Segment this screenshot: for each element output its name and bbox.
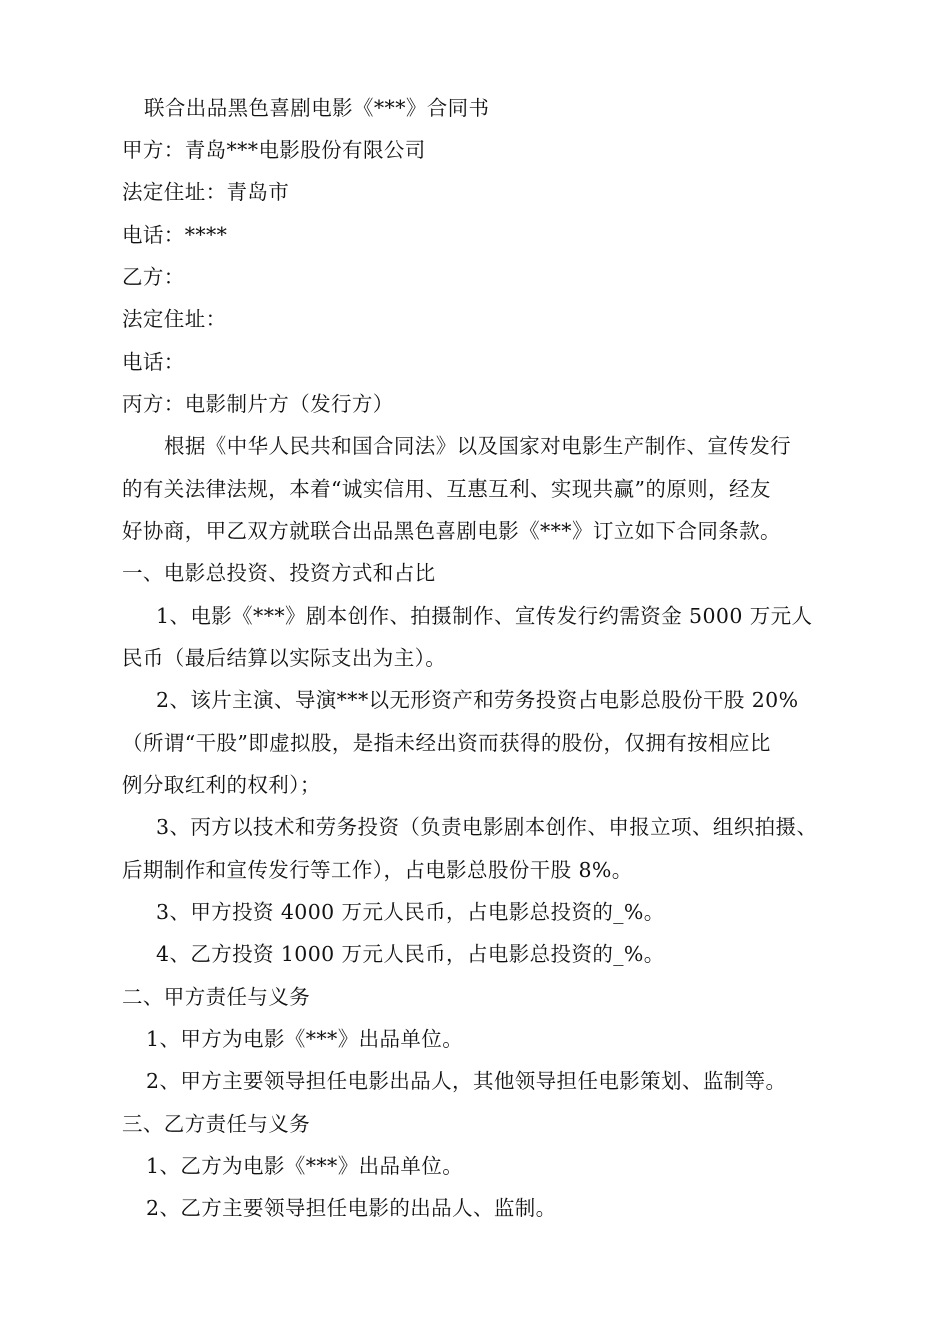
section1-item1-line: 1、电影《***》剧本创作、拍摄制作、宣传发行约需资金 5000 万元人 [156, 604, 813, 628]
party-a: 甲方：青岛***电影股份有限公司 [122, 138, 426, 162]
party-a-address: 法定住址：青岛市 [122, 180, 290, 204]
section1-item5: 4、乙方投资 1000 万元人民币，占电影总投资的_%。 [156, 942, 665, 966]
section1-item4: 3、甲方投资 4000 万元人民币，占电影总投资的_%。 [156, 900, 665, 924]
section2-item2: 2、甲方主要领导担任电影出品人，其他领导担任电影策划、监制等。 [146, 1069, 787, 1093]
party-b-address: 法定住址： [122, 307, 227, 331]
section2-item1: 1、甲方为电影《***》出品单位。 [146, 1027, 464, 1051]
section1-item2-line: 例分取红利的权利）； [122, 773, 321, 797]
preamble-line: 根据《中华人民共和国合同法》以及国家对电影生产制作、宣传发行 [164, 434, 791, 458]
section1-item2-line: 2、该片主演、导演***以无形资产和劳务投资占电影总股份干股 20% [156, 688, 799, 712]
party-b-phone: 电话： [122, 350, 185, 374]
section1-heading: 一、电影总投资、投资方式和占比 [122, 561, 436, 585]
party-b: 乙方： [122, 265, 185, 289]
party-c: 丙方：电影制片方（发行方） [122, 392, 394, 416]
section1-item3-line: 3、丙方以技术和劳务投资（负责电影剧本创作、申报立项、组织拍摄、 [156, 815, 818, 839]
section3-item1: 1、乙方为电影《***》出品单位。 [146, 1154, 464, 1178]
section3-heading: 三、乙方责任与义务 [122, 1112, 311, 1136]
section2-heading: 二、甲方责任与义务 [122, 985, 311, 1009]
section1-item3-line: 后期制作和宣传发行等工作），占电影总股份干股 8%。 [122, 858, 633, 882]
preamble-line: 好协商，甲乙双方就联合出品黑色喜剧电影《***》订立如下合同条款。 [122, 519, 781, 543]
preamble-line: 的有关法律法规，本着“诚实信用、互惠互利、实现共赢”的原则，经友 [122, 477, 771, 501]
section1-item2-line: （所谓“干股”即虚拟股，是指未经出资而获得的股份，仅拥有按相应比 [122, 731, 771, 755]
section3-item2: 2、乙方主要领导担任电影的出品人、监制。 [146, 1196, 557, 1220]
party-a-phone: 电话：**** [122, 223, 228, 247]
section1-item1-line: 民币（最后结算以实际支出为主）。 [122, 646, 447, 670]
document-title: 联合出品黑色喜剧电影《***》合同书 [144, 96, 490, 120]
